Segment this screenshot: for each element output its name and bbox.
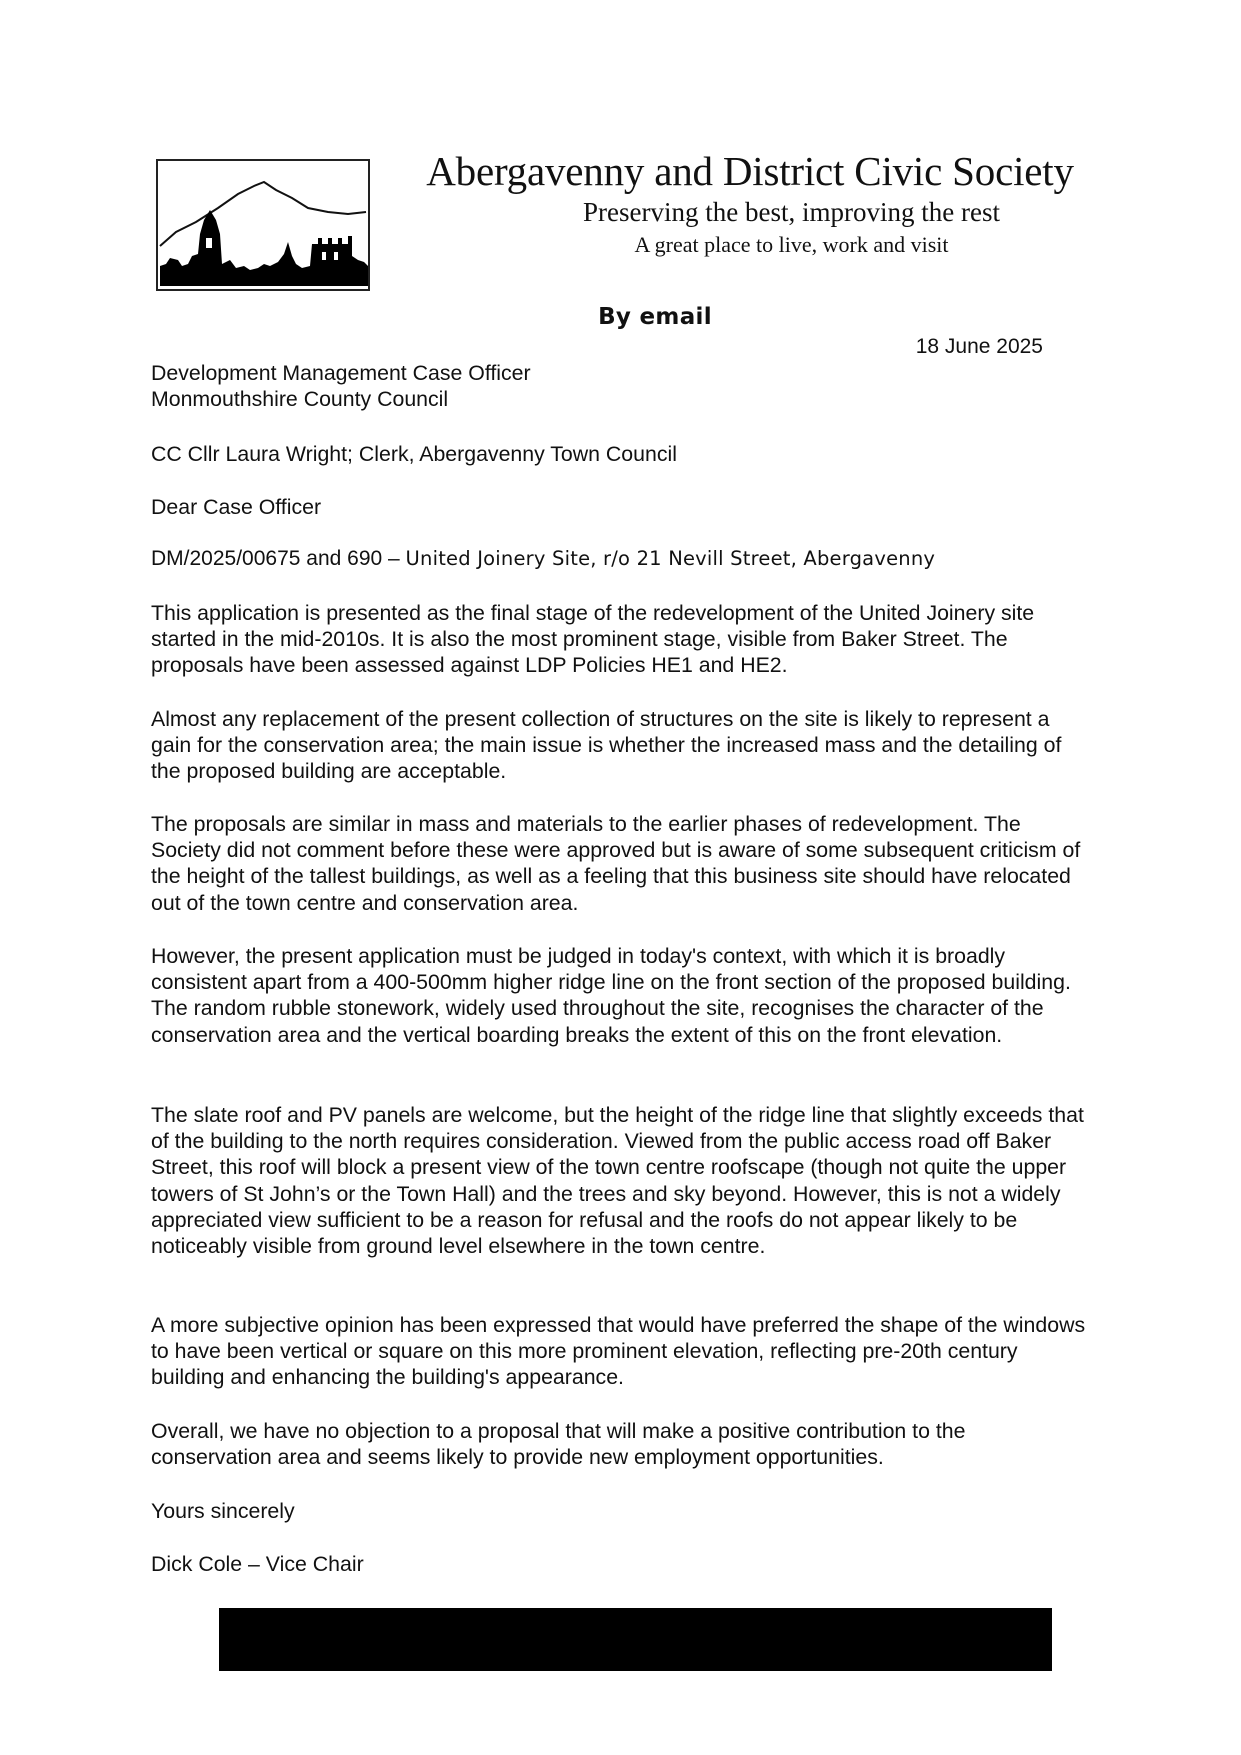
organisation-tagline: A great place to live, work and visit <box>634 232 949 257</box>
body-paragraph-3: The proposals are similar in mass and materials to the earlier phases of redevelopment. The Society did not comment before these were approved but is aware of some subsequent criticism of the height of the tallest buildings, as well as a feeling that this business site should have relocated out of the town centre and conservation area. <box>151 812 1081 915</box>
delivery-method: By email <box>598 304 712 330</box>
subject-line <box>151 546 935 572</box>
redaction-bar <box>219 1608 1052 1671</box>
subject-reference: DM/2025/00675 and 690 – <box>151 547 406 570</box>
recipient-line-2: Monmouthshire County Council <box>151 387 449 411</box>
organisation-motto: Preserving the best, improving the rest <box>583 197 1000 227</box>
organisation-name: Abergavenny and District Civic Society <box>426 148 1074 194</box>
body-paragraph-4: However, the present application must be judged in today's context, with which it is broadly consistent apart from a 400-500mm higher ridge line on the front section of the proposed building. The random rubble stonework, widely used throughout the site, recognises the character of the conservation area and the vertical boarding breaks the extent of this on the front elevation. <box>151 944 1071 1047</box>
town-skyline-mountain-logo-icon <box>152 152 378 298</box>
letter-date: 18 June 2025 <box>915 335 1043 358</box>
cc-line: CC Cllr Laura Wright; Clerk, Abergavenny Town Council <box>151 442 677 466</box>
subject-site: United Joinery Site, r/o 21 Nevill Street, Abergavenny <box>405 547 936 570</box>
recipient-line-1: Development Management Case Officer <box>151 361 531 385</box>
body-paragraph-5: The slate roof and PV panels are welcome, but the height of the ridge line that slightly exceeds that of the building to the north requires consideration. Viewed from the public access road off Baker Street, this roof will block a present view of the town centre roofscape (though not quite the upper towers of St John’s or the Town Hall) and the trees and sky beyond. However, this is not a widely appreciated view sufficient to be a reason for refusal and the roofs do not appear likely to be noticeably visible from ground level elsewhere in the town centre. <box>151 1103 1084 1259</box>
body-paragraph-7: Overall, we have no objection to a proposal that will make a positive contribution to the conservation area and seems likely to provide new employment opportunities. <box>151 1419 966 1470</box>
salutation: Dear Case Officer <box>151 495 322 519</box>
closing: Yours sincerely <box>151 1499 295 1523</box>
body-paragraph-6: A more subjective opinion has been expressed that would have preferred the shape of the windows to have been vertical or square on this more prominent elevation, reflecting pre-20th century building and enhancing the building's appearance. <box>151 1313 1086 1390</box>
body-paragraph-2: Almost any replacement of the present collection of structures on the site is likely to represent a gain for the conservation area; the main issue is whether the increased mass and the detailing of the proposed building are acceptable. <box>151 707 1062 784</box>
signature: Dick Cole – Vice Chair <box>151 1552 364 1576</box>
body-paragraph-1: This application is presented as the final stage of the redevelopment of the United Joinery site started in the mid-2010s. It is also the most prominent stage, visible from Baker Street. The proposals have been assessed against LDP Policies HE1 and HE2. <box>151 601 1035 678</box>
